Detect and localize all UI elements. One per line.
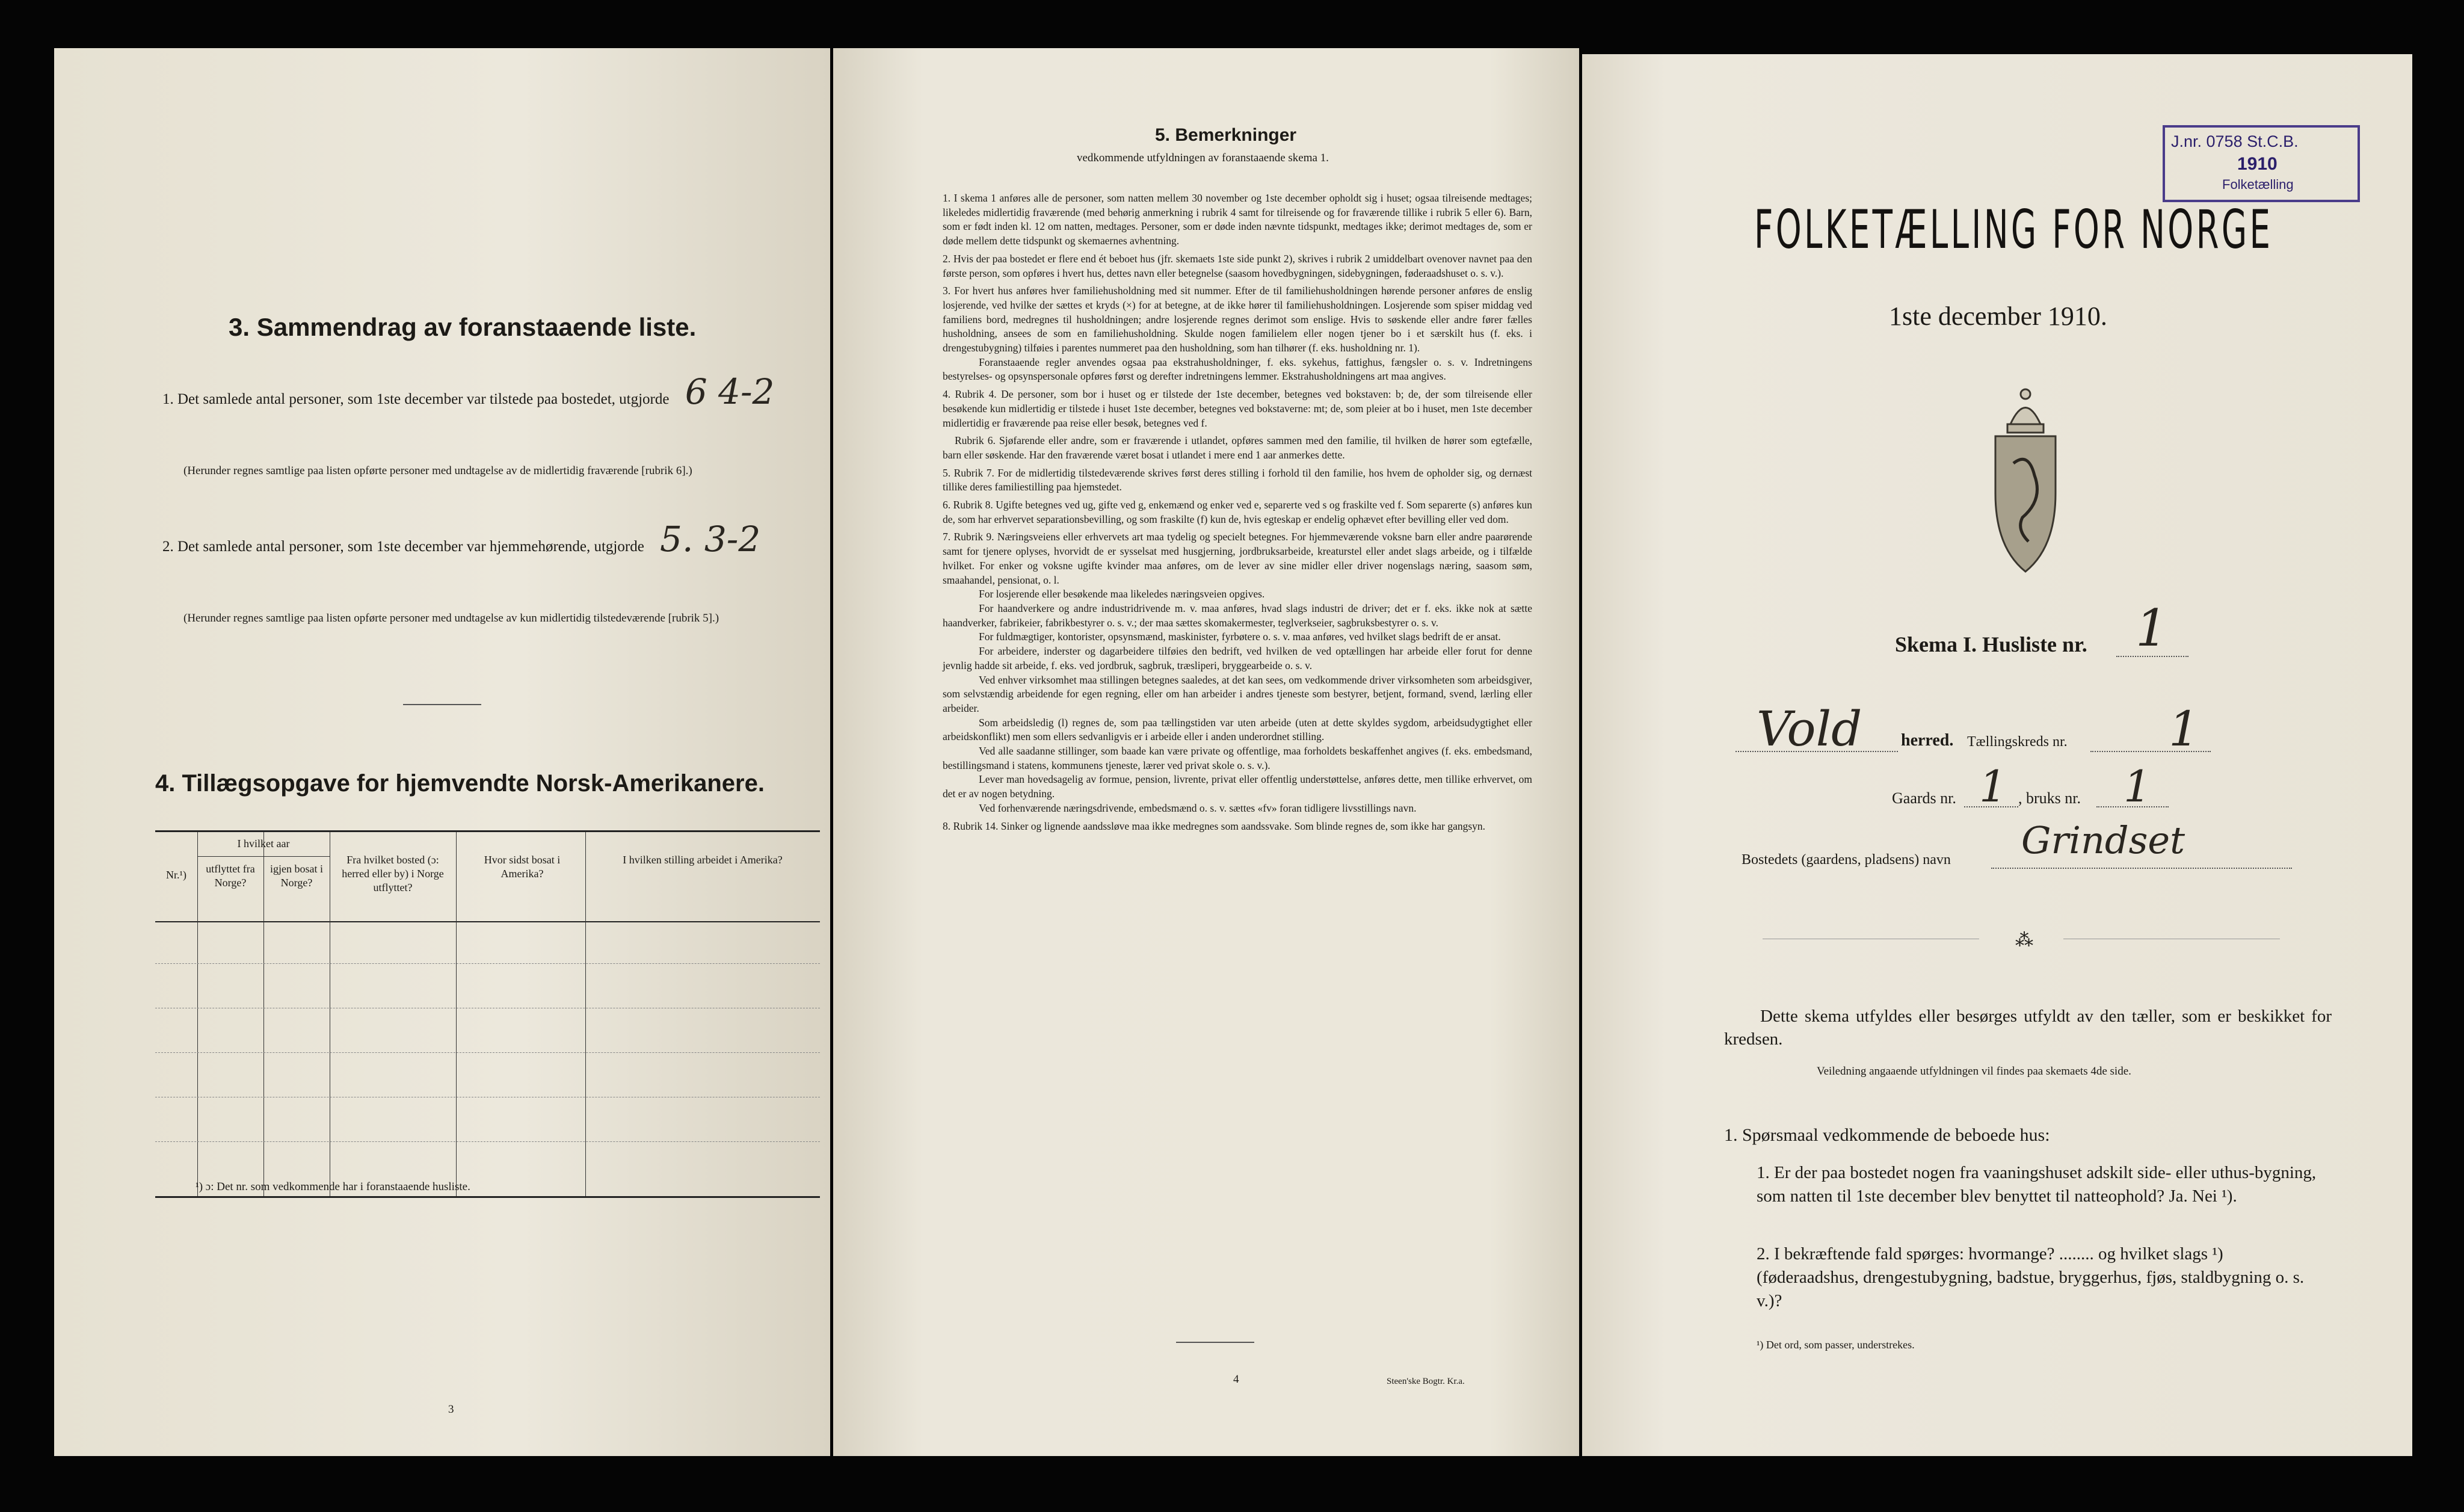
remark-paragraph: 1. I skema 1 anføres alle de personer, som natten mellem 30 november og 1ste december opholdt sig i huset; ogsaa tilreisende medtages; likeledes midlertidig fraværende (med behørig anmerkning i rubrik 4 samt for tilreisende og for fraværende tillike i rubrik 5 eller 6). Barn, som er født inden kl. 12 om natten, medtages. Personer, som er døde inden nævnte tidspunkt, medtages ikke; derimot medtages de, som er døde mellem dette tidspunkt og skemaernes avhentning. bbox=[943, 192, 1532, 247]
col-fra-bosted: Fra hvilket bosted (ɔ: herred eller by) i Norge utflyttet? bbox=[342, 854, 444, 893]
summary-item-2: 2. Det samlede antal personer, som 1ste december var hjemmehørende, utgjorde 5. 3-2 bbox=[162, 519, 761, 560]
page-number: 3 bbox=[448, 1403, 454, 1416]
remark-paragraph: Foranstaaende regler anvendes ogsaa paa ekstrahusholdninger, f. eks. sykehus, fattighus, fængsler o. s. v. Indretningens bestyrelses- og opsynspersonale opføres først og derefter indretningens lemmer. Ekstrahusholdningens art maa angives. bbox=[943, 356, 1532, 383]
remark-paragraph: For arbeidere, inderster og dagarbeidere tilføies den bedrift, ved hvilken de ved optællingen har arbeide eller forut for denne jevnlig hadde sit arbeide, f. eks. ved jordbruk, sagbruk, træsliperi, bryggearbeide o. s. v. bbox=[943, 645, 1532, 671]
remarks-subtitle: vedkommende utfyldningen av foranstaaende skema 1. bbox=[1077, 152, 1329, 164]
page-4-remarks bbox=[833, 48, 1579, 1456]
table-row bbox=[155, 1052, 820, 1053]
page-number: 4 bbox=[1233, 1373, 1239, 1386]
item-1-note: (Herunder regnes samtlige paa listen opførte personer med undtagelse av de midlertidig fraværende [rubrik 6].) bbox=[183, 464, 692, 477]
veiledning-note: Veiledning angaaende utfyldningen vil findes paa skemaets 4de side. bbox=[1817, 1065, 2131, 1078]
remark-paragraph: For fuldmægtiger, kontorister, opsynsmænd, maskinister, fyrbøtere o. s. v. maa anføres, ved hvilket slags bedrift de er ansat. bbox=[979, 631, 1501, 643]
coat-of-arms-icon bbox=[1986, 379, 2065, 578]
archive-stamp: J.nr. 0758 St.C.B. 1910 Folketælling bbox=[2163, 125, 2360, 202]
divider bbox=[1176, 1342, 1254, 1343]
instruction-text: Dette skema utfyldes eller besørges utfyldt av den tæller, som er beskikket for kredsen. bbox=[1724, 1007, 2332, 1049]
item-2-note: (Herunder regnes samtlige paa listen opførte personer med undtagelse av kun midlertidig tilstedeværende [rubrik 5].) bbox=[183, 612, 719, 625]
remark-paragraph: Rubrik 6. Sjøfarende eller andre, som er fraværende i utlandet, opføres sammen med den familie, til hvilken de hører som egtefælle, barn eller søskende. Har den fraværende været bosat i utlandet i mere end 1 aar anmerkes dette. bbox=[943, 434, 1532, 461]
question-1: 1. Er der paa bostedet nogen fra vaaningshuset adskilt side- eller uthus-bygning, som natten til 1ste december blev benyttet til natteophold? Ja. Nei ¹). bbox=[1757, 1163, 2317, 1206]
bruks-value: 1 bbox=[2124, 761, 2151, 812]
page-1-cover bbox=[1582, 54, 2412, 1456]
census-date: 1ste december 1910. bbox=[1889, 301, 2107, 331]
section-3-title: 3. Sammendrag av foranstaaende liste. bbox=[229, 313, 697, 341]
remark-paragraph: Ved enhver virksomhet maa stillingen betegnes saaledes, at det kan sees, om vedkommende driver virksomheten som arbeidsgiver, som selvstændig arbeidende for egen regning, eller om han arbeider i andres tjeneste som bestyrer, betjent, formand, svend, lærling eller arbeider. bbox=[943, 673, 1532, 714]
remark-paragraph: 7. Rubrik 9. Næringsveiens eller erhvervets art maa tydelig og specielt betegnes. For hjemmeværende voksne barn eller andre paarørende samt for tjenere oplyses, hvorvidt de er sysselsat med husgjerning, jordbruksarbeide, kreaturstel eller andet slags arbeide, og i tilfælde hvilket. For enker og voksne ugifte kvinder maa anføres, om de lever av sine midler eller driver nogenslags næring, saasom søm, smaahandel, pensionat, o. l. bbox=[943, 531, 1532, 586]
page-3-summary bbox=[54, 48, 830, 1456]
form-title: FOLKETÆLLING FOR NORGE bbox=[1754, 199, 2273, 261]
bosted-value: Grindset bbox=[2021, 818, 2185, 862]
remark-paragraph: 4. Rubrik 4. De personer, som bor i huset og er tilstede der 1ste december, betegnes ved bokstaven: b; de, der som tilreisende eller besøkende kun midlertidig er tilstede i huset 1ste december, betegnes ved bokstaverne: mt; de, som pleier at bo i huset, men 1ste december midlertidig er fraværende paa reise eller besøk, betegnes ved f. bbox=[943, 388, 1532, 429]
remark-paragraph: For haandverkere og andre industridrivende m. v. maa anføres, hvad slags industri de driver; det er f. eks. ikke nok at sætte haandverker, fabrikeier, fabrikbestyrer o. s. v.; der maa sættes skomakermester, teglverkseier, sagbruksbestyrer o. s. v. bbox=[943, 602, 1532, 629]
skema-label: Skema I. Husliste nr. bbox=[1895, 632, 2087, 656]
ornament-icon: ⁂ bbox=[2015, 930, 2033, 950]
herred-label: herred. bbox=[1901, 731, 1954, 750]
kreds-value: 1 bbox=[2169, 701, 2199, 757]
remark-paragraph: 2. Hvis der paa bostedet er flere end ét beboet hus (jfr. skemaets 1ste side punkt 2), skrives i rubrik 2 umiddelbart ovenover navnet paa den første person, som opføres i hvert hus, dettes navn eller betegnelse (saasom hovedbygningen, sidebygningen, føderaadshuset o. s. v.). bbox=[943, 252, 1532, 279]
remark-paragraph: 8. Rubrik 14. Sinker og lignende aandssløve maa ikke medregnes som aandssvake. Som blinde regnes de, som ikke har gangsyn. bbox=[943, 819, 1486, 832]
bruks-label: , bruks nr. bbox=[2018, 789, 2081, 807]
remark-paragraph: Lever man hovedsagelig av formue, pension, livrente, privat eller offentlig understøttelse, anføres dette, men tillike erhvervet, om det er av nogen betydning. bbox=[943, 773, 1532, 800]
table-footnote: ¹) ɔ: Det nr. som vedkommende har i foranstaaende husliste. bbox=[196, 1180, 470, 1193]
table-row bbox=[155, 963, 820, 964]
remark-paragraph: 3. For hvert hus anføres hver familiehusholdning med sit nummer. Efter de til familiehusholdningen hørende personer anføres de enslig losjerende, ved hvilke der sættes et kryds (×) for at betegne, at de ikke hører til familiehusholdningen. Losjerende som spiser middag ved familiens bord, medregnes til husholdningen; andre losjerende regnes derimot som enslige. Hvis to søskende eller andre fører fælles husholdning, ansees de som en familiehusholdning. Skulde nogen familielem eller nogen tjener bo i et særskilt hus (f. eks. i drengestubygning) tilføies i parentes nummeret paa den husholdning, som han tilhører (f. eks. husholdning nr. 1). bbox=[943, 285, 1532, 354]
item-2-handwritten-value: 5. 3-2 bbox=[660, 519, 761, 560]
col-igjen-bosat: igjen bosat i Norge? bbox=[270, 863, 323, 889]
col-nr: Nr.¹) bbox=[166, 869, 186, 881]
divider bbox=[403, 704, 481, 705]
remarks-text bbox=[943, 191, 1532, 1359]
bosted-label: Bostedets (gaardens, pladsens) navn bbox=[1742, 852, 1951, 868]
col-sidst-bosat: Hvor sidst bosat i Amerika? bbox=[484, 854, 561, 880]
remark-paragraph: 6. Rubrik 8. Ugifte betegnes ved ug, gifte ved g, enkemænd og enker ved e, separerte ved s og fraskilte ved f. Som separerte (s) anføres kun de, som har erhvervet separationsbevilling, og som fraskilte (f) kun de, hvis egteskap er endelig ophævet efter bevilling eller ved dom. bbox=[943, 499, 1532, 525]
printer-imprint: Steen'ske Bogtr. Kr.a. bbox=[1387, 1377, 1465, 1386]
section-4-title: 4. Tillægsopgave for hjemvendte Norsk-Amerikanere. bbox=[155, 770, 765, 797]
remark-paragraph: Som arbeidsledig (l) regnes de, som paa tællingstiden var uten arbeide (uten at dette skyldes sygdom, arbeidsudygtighet eller arbeidskonflikt) men som ellers sedvanligvis er i arbeide eller i anden underordnet stilling. bbox=[943, 716, 1532, 743]
husliste-number: 1 bbox=[2136, 599, 2168, 658]
col-group-year: I hvilket aar bbox=[237, 838, 290, 850]
table-row bbox=[155, 1141, 820, 1142]
remark-paragraph: Ved forhenværende næringsdrivende, embedsmænd o. s. v. sættes «fv» foran tidligere livsstillings navn. bbox=[979, 801, 1417, 814]
col-stilling: I hvilken stilling arbeidet i Amerika? bbox=[623, 854, 783, 866]
norsk-amerikanere-table bbox=[155, 830, 820, 1198]
gaards-value: 1 bbox=[1979, 761, 2007, 812]
remark-paragraph: For losjerende eller besøkende maa likeledes næringsveien opgives. bbox=[979, 588, 1265, 600]
cover-footnote: ¹) Det ord, som passer, understrekes. bbox=[1757, 1339, 1915, 1351]
item-1-handwritten-value: 6 4-2 bbox=[685, 371, 775, 412]
questions-heading: 1. Spørsmaal vedkommende de beboede hus: bbox=[1724, 1125, 2050, 1145]
summary-item-1: 1. Det samlede antal personer, som 1ste december var tilstede paa bostedet, utgjorde 6 4-2 bbox=[162, 371, 775, 412]
remark-paragraph: 5. Rubrik 7. For de midlertidig tilstedeværende skrives først deres stilling i forhold til den familie, hos hvem de opholder sig, og dernæst tillike deres familiestilling paa hjemstedet. bbox=[943, 466, 1532, 493]
question-2: 2. I bekræftende fald spørges: hvormange? ........ og hvilket slags ¹) (føderaadshus, drengestubygning, badstue, bryggerhus, fjøs, staldbygning o. s. v.)? bbox=[1757, 1244, 2305, 1310]
remark-paragraph: Ved alle saadanne stillinger, som baade kan være private og offentlige, maa forholdets beskaffenhet angives (f. eks. embedsmand, bestillingsmand i statens, kommunens tjeneste, lærer ved privat skole o. s. v.). bbox=[943, 745, 1532, 771]
remarks-title: 5. Bemerkninger bbox=[1155, 125, 1297, 145]
col-utflyttet: utflyttet fra Norge? bbox=[206, 863, 255, 889]
herred-value: Vold bbox=[1757, 701, 1862, 757]
kreds-label: Tællingskreds nr. bbox=[1967, 734, 2068, 750]
gaards-label: Gaards nr. bbox=[1892, 789, 1956, 807]
